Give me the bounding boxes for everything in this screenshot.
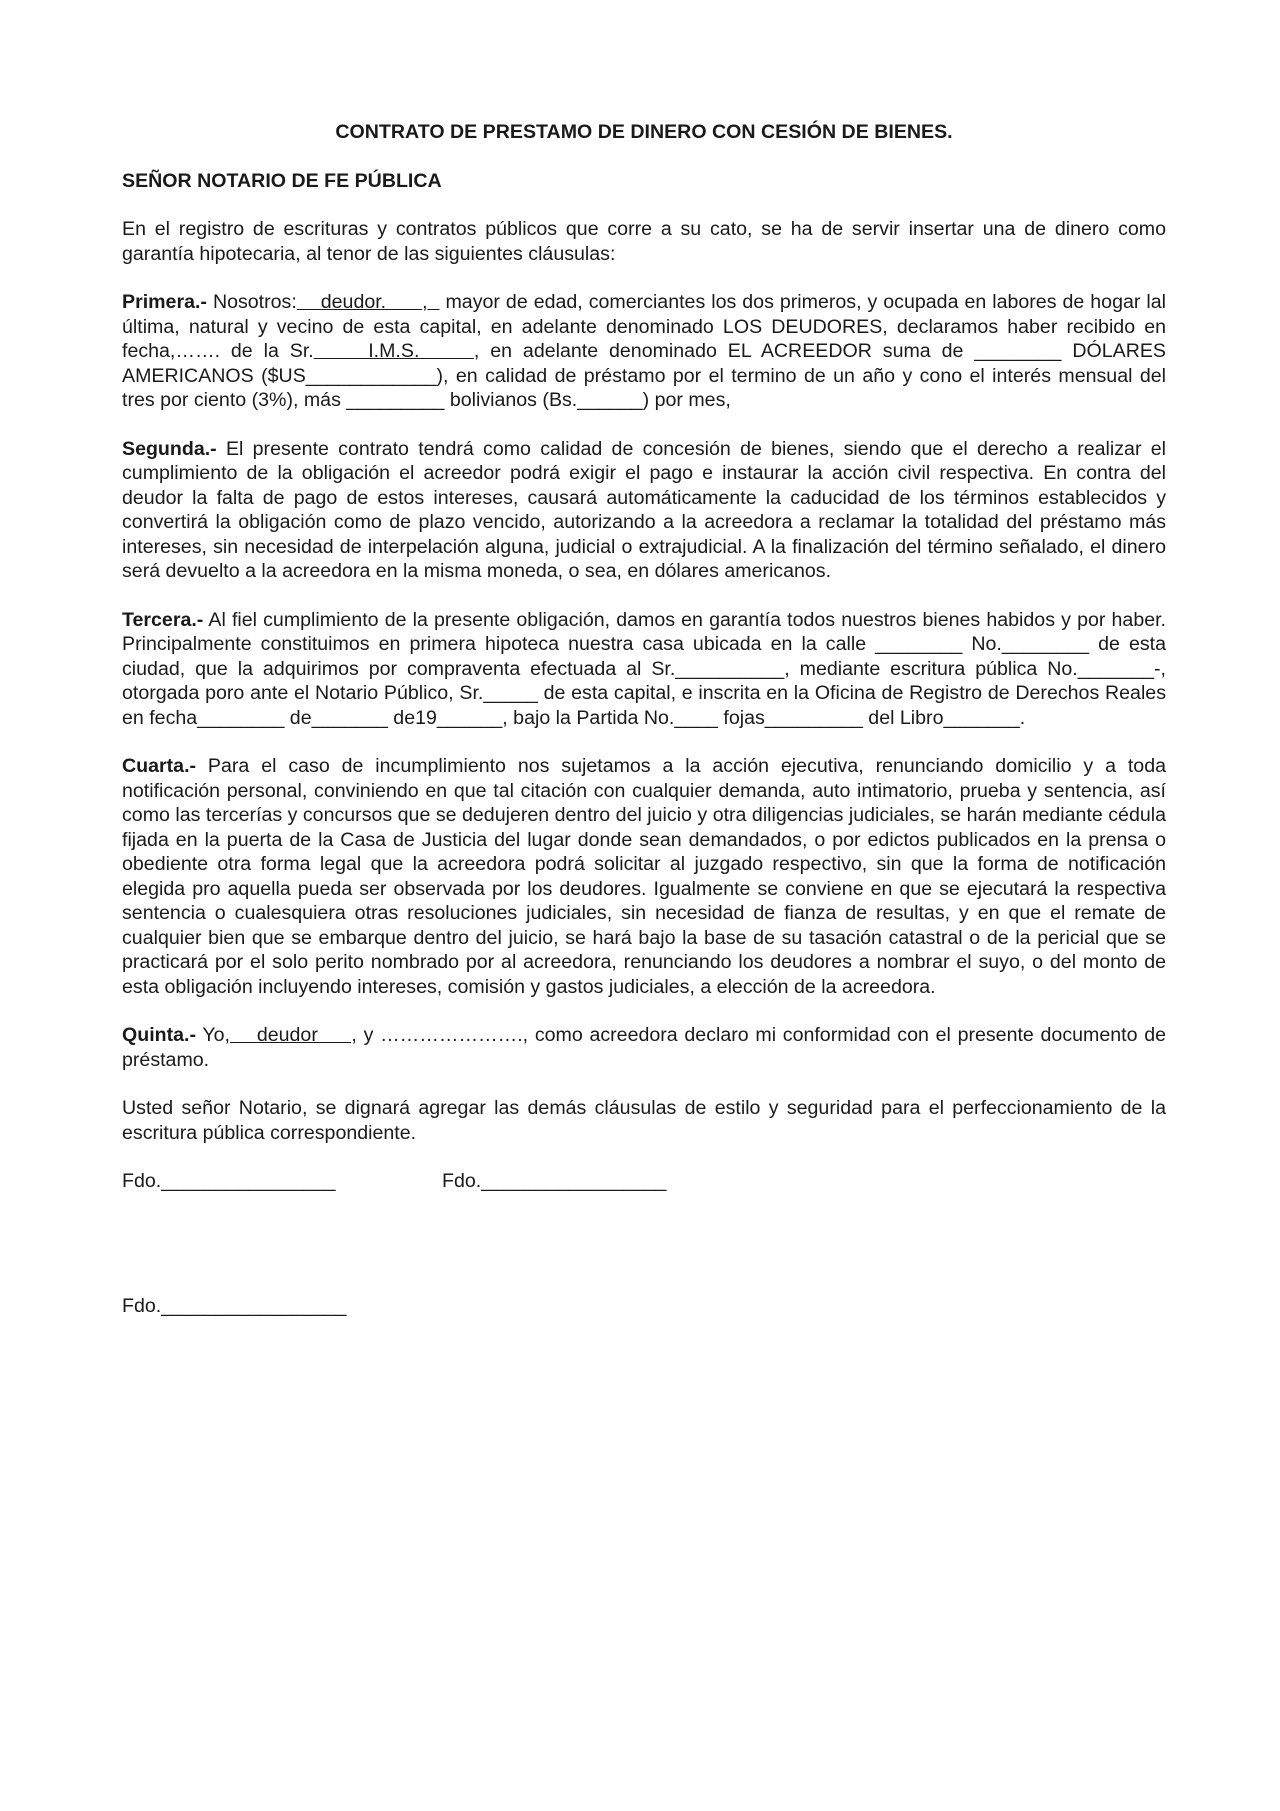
clause-text: Para el caso de incumplimiento nos sujetamos a la acción ejecutiva, renunciando domicilio y a toda notificación personal, conviniendo en que tal citación con cualquier demanda, auto intimatorio, prueba y sentencia, así como las tercerías y concursos que se dedujeren dentro del juicio y otra diligencias judiciales, se harán mediante cédula fijada en la puerta de la Casa de Justicia del lugar donde sean demandados, o por edictos publicados en la prensa o obediente otra forma legal que la acreedora podrá solicitar al juzgado respectivo, sin que la forma de notificación elegida pro aquella pueda ser observada por los deudores. Igualmente se conviene en que se ejecutará la respectiva sentencia o cualesquiera otras resoluciones judiciales, sin necesidad de fianza de resultas, y en que el remate de cualquier bien que se embarque dentro del juicio, se hará bajo la base de su tasación catastral o de la pericial que se practicará por el solo perito nombrado por al acreedora, renunciando los deudores a nombrar el suyo, o del monto de esta obligación incluyendo intereses, comisión y gastos judiciales, a elección de la acreedora. bbox=[122, 755, 1166, 998]
blank-field-deudor: , deudor , bbox=[224, 1024, 357, 1046]
signature-line-2: Fdo._________________ bbox=[442, 1170, 667, 1192]
clause-primera bbox=[122, 290, 1166, 413]
document-body bbox=[122, 120, 1166, 1319]
clause-text: mayor de edad, comerciantes los dos primeros, y ocupada en labores de hogar lal última, natural y vecino de esta capital, en adelante denominado LOS DEUDORES, declaramos haber recibido en fecha,……. de la Sr. bbox=[122, 291, 1166, 362]
clause-label: Segunda.- bbox=[122, 437, 217, 460]
clause-label: Tercera.- bbox=[122, 608, 204, 631]
clause-text: El presente contrato tendrá como calidad de concesión de bienes, siendo que el derecho a realizar el cumplimiento de la obligación el acreedor podrá exigir el pago e instaurar la acción civil respectiva. En contra del deudor la falta de pago de estos intereses, causará automáticamente la caducidad de los términos establecidos y convertirá la obligación como de plazo vencido, autorizando a la acreedora a reclamar la totalidad del préstamo más intereses, sin necesidad de interpelación alguna, judicial o extrajudicial. A la finalización del término señalado, el dinero será devuelto a la acreedora en la misma moneda, o sea, en dólares americanos. bbox=[122, 437, 1166, 582]
clause-segunda bbox=[122, 437, 1166, 584]
signature-row bbox=[122, 1169, 1166, 1193]
clause-label: Quinta.- bbox=[122, 1024, 197, 1046]
closing-paragraph: Usted señor Notario, se dignará agregar las demás cláusulas de estilo y seguridad para el perfeccionamiento de la escritura pública correspondiente. bbox=[122, 1097, 1166, 1144]
signature-line-1: Fdo.________________ bbox=[122, 1170, 336, 1192]
document-title: CONTRATO DE PRESTAMO DE DINERO CON CESIÓN DE BIENES. bbox=[335, 121, 953, 143]
intro-paragraph: En el registro de escrituras y contratos públicos que corre a su cato, se ha de servir insertar una de dinero como garantía hipotecaria, al tenor de las siguientes cláusulas: bbox=[122, 218, 1166, 265]
blank-field-acreedor: I.M.S. bbox=[313, 340, 474, 362]
clause-text: Nosotros: bbox=[206, 291, 297, 313]
addressee: SEÑOR NOTARIO DE FE PÚBLICA bbox=[122, 169, 442, 192]
clause-text: Yo bbox=[196, 1024, 225, 1046]
signature-line-3: Fdo._________________ bbox=[122, 1295, 347, 1317]
clause-text: y …………………., como acreedora declaro mi conformidad con el presente documento de préstamo. bbox=[122, 1024, 1166, 1071]
clause-text: Al fiel cumplimiento de la presente obligación, damos en garantía todos nuestros bienes habidos y por haber. Principalmente constituimos en primera hipoteca nuestra casa ubicada en la calle ________ No.________ de esta ciudad, que la adquirimos por compraventa efectuada al Sr.__________, mediante escritura pública No._______-, otorgada poro ante el Notario Público, Sr._____ de esta capital, e inscrita en la Oficina de Registro de Derechos Reales en fecha________ de_______ de19______, bajo la Partida No.____ fojas_________ del Libro_______. bbox=[122, 608, 1166, 729]
clause-text: , en adelante denominado EL ACREEDOR suma de ________ DÓLARES AMERICANOS ($US____________), en calidad de préstamo por el termino de un año y cono el interés mensual del tres por ciento (3%), más _________ bolivianos (Bs.______) por mes, bbox=[122, 340, 1166, 411]
blank-field-deudor: deudor. , bbox=[296, 291, 440, 313]
clause-quinta bbox=[122, 1023, 1166, 1072]
clause-label: Primera.- bbox=[122, 291, 207, 313]
clause-label: Cuarta.- bbox=[122, 755, 197, 777]
clause-cuarta bbox=[122, 754, 1166, 999]
clause-tercera bbox=[122, 608, 1166, 731]
